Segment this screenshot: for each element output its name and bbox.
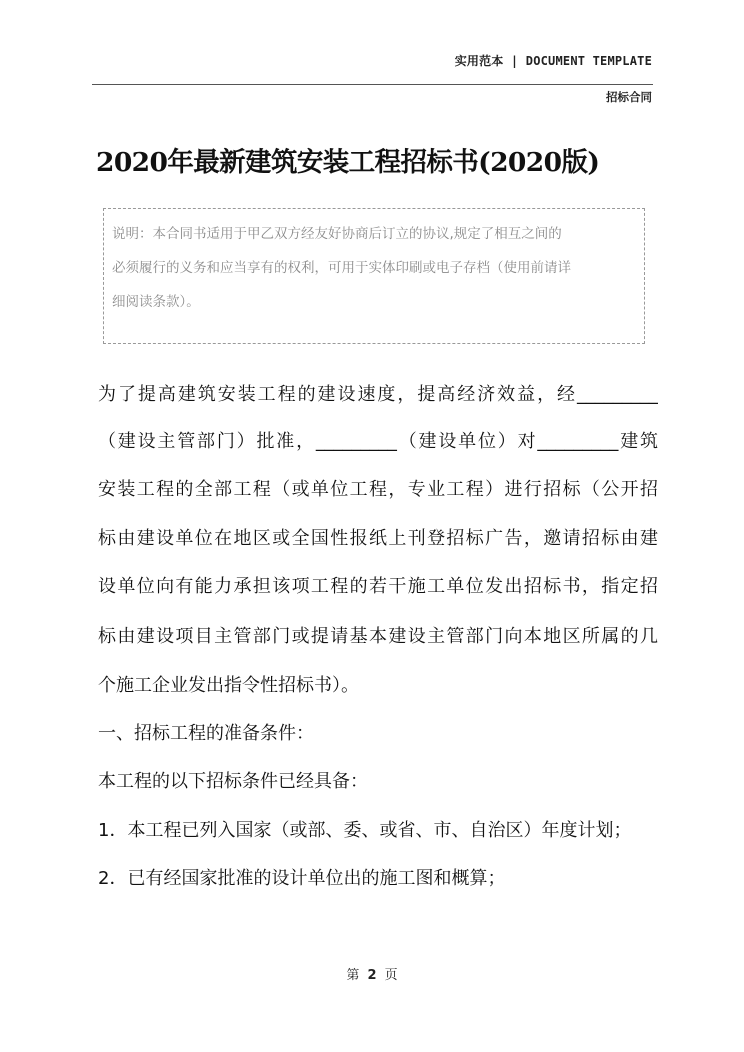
body-paragraph-line: 个施工企业发出指令性招标书）。 xyxy=(98,675,359,696)
body-paragraph-line: 本工程的以下招标条件已经具备： xyxy=(98,771,368,792)
note-box xyxy=(103,208,645,344)
page-footer xyxy=(0,964,744,983)
page-suffix: 页 xyxy=(384,968,398,983)
page-number: 2 xyxy=(367,968,377,983)
note-line: 细阅读条款）。 xyxy=(112,294,200,310)
body-paragraph-line: 标由建设项目主管部门或提请基本建设主管部门向本地区所属的几 xyxy=(98,626,658,647)
list-item: 1．本工程已列入国家（或部、委、或省、市、自治区）年度计划； xyxy=(98,820,632,841)
list-item: 2．已有经国家批准的设计单位出的施工图和概算； xyxy=(98,868,506,889)
body-paragraph-line: 标由建设单位在地区或全国性报纸上刊登招标广告，邀请招标由建 xyxy=(98,528,658,549)
body-paragraph-line: 安装工程的全部工程（或单位工程，专业工程）进行招标（公开招 xyxy=(98,479,658,500)
body-paragraph-line: 设单位向有能力承担该项工程的若干施工单位发出招标书，指定招 xyxy=(98,576,658,597)
note-line: 说明：本合同书适用于甲乙双方经友好协商后订立的协议,规定了相互之间的 xyxy=(112,226,562,242)
header-document-template-label: 实用范本 | DOCUMENT TEMPLATE xyxy=(454,54,652,68)
section-heading: 一、招标工程的准备条件： xyxy=(98,723,314,744)
body-paragraph-line: （建设主管部门）批准，_________（建设单位）对_________建筑 xyxy=(98,431,658,452)
document-title: 2020年最新建筑安装工程招标书(2020版) xyxy=(96,147,600,178)
body-paragraph-line: 为了提高建筑安装工程的建设速度，提高经济效益，经_________ xyxy=(98,384,658,405)
note-line: 必须履行的义务和应当享有的权利，可用于实体印刷或电子存档（使用前请详 xyxy=(112,260,571,276)
page-prefix: 第 xyxy=(346,968,360,983)
header-divider xyxy=(92,84,653,85)
header-category-label: 招标合同 xyxy=(606,90,652,104)
